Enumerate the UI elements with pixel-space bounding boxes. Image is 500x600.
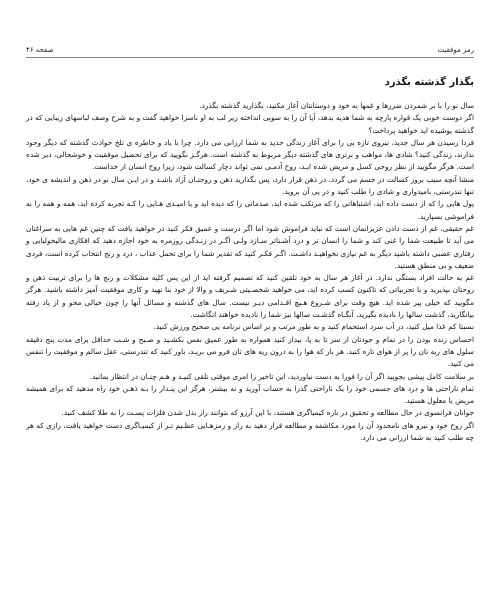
paragraph: پول هایی را که از دست داده اید، اشتباهاتی را که مرتکب شده اید، صدماتی را که دیده اید و یا امیـدی هـایی را کـه تجربه کرده اید، همه و همه را به فراموشی بسپارید. — [26, 199, 474, 221]
page-number: صفحه ۴۶ — [26, 45, 54, 54]
book-title: رمز موفقیت — [437, 45, 474, 54]
body-text — [26, 100, 474, 444]
running-header — [26, 44, 474, 56]
paragraph: نسبتا کم غذا میل کنید، در آب سرد استحمام کنید و به طور مرتب و بر اساس برنامه یی صحیح ورزش کنید. — [153, 322, 474, 332]
paragraph: منشا آنچه سبب بروز کسالت در جسم می گردد، در ذهن قرار دارد، پس بگذارید ذهن و روحتـان آزاد باشـد و در ایـن سال نو در ذهن و اندیشه ی خود، تنها تندرستی، بامیدواری و شادی را طلب کنید و در پی آن بروید. — [26, 174, 474, 197]
paragraph: جوانان فرانسوی در حال مطالعه و تحقیق در باره کیمیاگری هستند، با این آرزو که بتوانند راز بدل شدن فلزات پسـت را به طلا کشف کنید. — [61, 408, 474, 418]
paragraph: بر سلامت کامل پیشی بجویید اگر آن را فورا به دست نیاوردید، این تاخیر را امری موقتی تلقی کنیـد و هـم چنـان در انتظار بمانید. — [89, 371, 474, 381]
paragraph: اگر دوست خوبی یک قواره پارچه به شما هدیه بدهد، آیا آن را به سویی انداخته زیر لب به او ناسزا خواهید گفت و به شرح وصف لباسهای زیبایی که در گذشته پوشیده اید خواهید پرداخت؟ — [26, 113, 474, 135]
paragraph: غم به حالت افراد بستگی ندارد. در آغاز هر سال به خود تلقین کنید که تصمیم گرفته اید از این پس کلیه مشکلات و رنج ها را برای تربیت ذهن و روحتان بپذیرید و با تجربیاتی که تاکنون کسب کرده اید، می خواهید شخصـیتی شـریف و والا از خود بنا نهید و کاری موفقیت آمیز داشته باشید. هرگز مگویید که خیلی پیر شده اید. هیچ وقت برای شـروع هـیچ اقـدامی دیـر نیست. سال های گذشته و مسائل آنها را چون خیالی محو و از یاد رفته بیانگارید، گذشت سالها را نادیده بگیرید، آنگـاه گذشـت سالها نیز شما را نادیده خواهند انگاشت. — [26, 273, 474, 320]
paragraph: فردا رسیدن هر سال جدید، نیروی تازه یی را برای آغاز زندگی جدید به شما ارزانی می دارد. چرا با یاد و خاطره ی تلخ حوادث گذشته که دیگر وجود ندارند، زندگی کنید؟ شادی ها، مواهب و برتری های گذشته دیگر مربوط به گذشته است. هرگـز نگویید که برای تحصیل موفقیت و خوشحالی، دیر شده است. هرگز مگویید از نظر روحی کسل و مریض شده ایـد، روح آدمـی نمی تواند دچار کسالت شود، زیرا روح انسان از خداست. — [26, 137, 474, 172]
header-rule — [26, 57, 474, 58]
paragraph: اگر روح خود و نیرو های نامحدود آن را مورد مکاشفه و مطالعه قرار دهید به راز و رمزهـایی عظـیم تـر از کیمیـاگری دست خواهید یافت، رازی که هر چه طلب کنید به شما ارزانی می دارد. — [26, 420, 474, 443]
paragraph: تمام ناراحتی ها و درد های جسمی خود را یک ناراحتی گذرا به حساب آورید و نه بیشتر. هرگز این پنـدار را بـه ذهـن خود راه مدهید که برای همیشه مریض یا معلول هستید. — [26, 383, 474, 406]
chapter-title: بگذار گذشته بگذرد — [384, 77, 474, 88]
paragraph: احساس زنده بودن را در تمام و جودتان از سر تا به پا، بیدار کنید همواره به طور عمیق نفس بکشـید و صـبح و شـب حداقل برای مدت پنج دقیقه سلول های ریه تان را پر از هوای تازه کنید. هر بار که هوا را به درون ریه های تان فرو می بریـد، باور کنید که تندرستی، عقل سالم و موفقیت را تنفس می کنید. — [26, 334, 474, 369]
paragraph: سال نو را با بر شمردن ضررها و غمها به خود و دوستانتان آغاز مکنید، بگذارید گذشته بگذرد. — [199, 101, 474, 110]
paragraph: غم حقیقی، غم از دست دادن عزیزانمان است که نباید فراموش شود اما اگر درست و عمیق فکر کنید در خواهید یافت که چنین غم هایی به سراغتان می آید تا طبیعت شما را غنی کند و شما را انسان تر و درد آشـناتر سـازد ولـی اگـر در زنـدگی روزمره به خود اجازه دهید که افکاری مالیخولیایی و رفتاری عصبی داشته باشید دیگر به غم نیازی نخواهیـد داشـت. اگـر فکـر کنید که تقدیر شما را برای تحمل عذاب ، درد و رنج انتخاب کرده است، فردی ضعیف و بی منطق هستید. — [26, 223, 474, 270]
